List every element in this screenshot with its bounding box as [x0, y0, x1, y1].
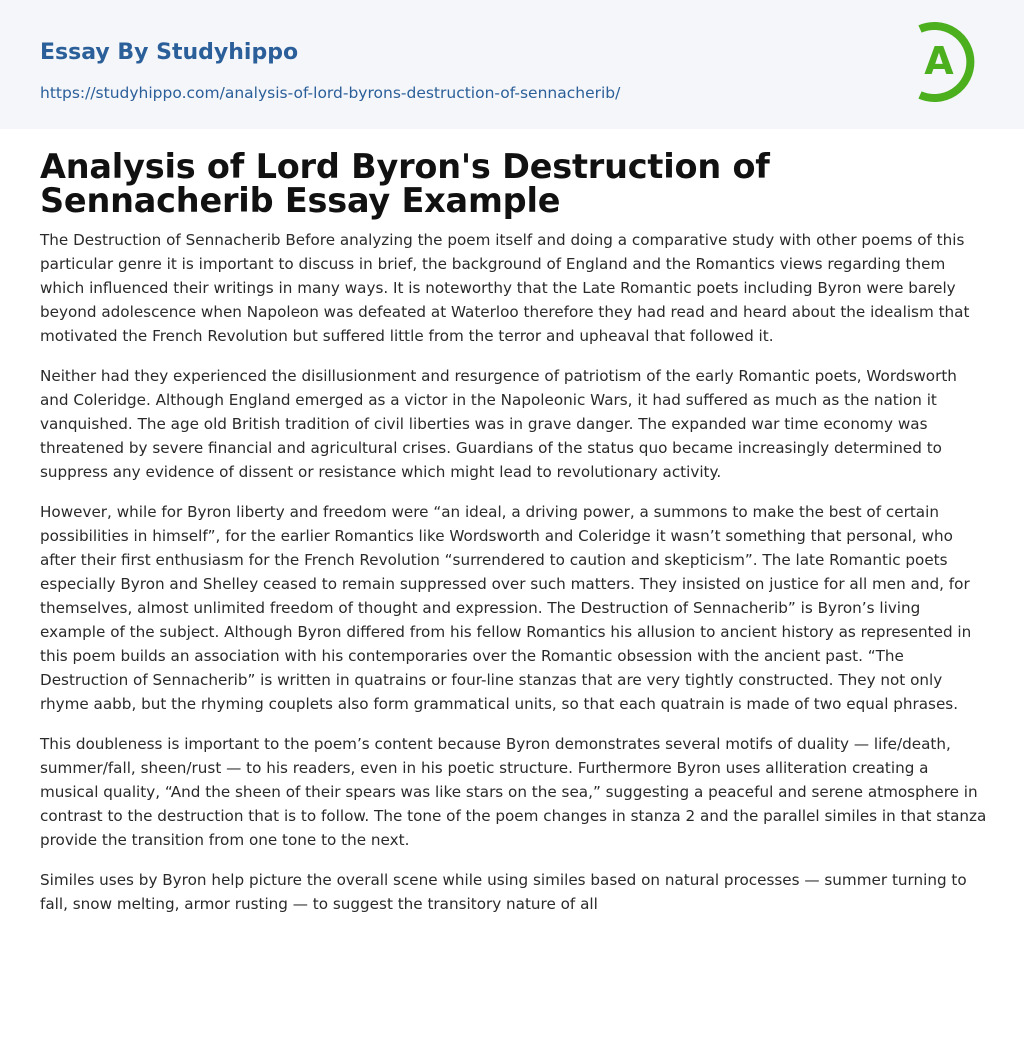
- studyhippo-logo-icon[interactable]: [912, 19, 988, 105]
- article-title: Analysis of Lord Byron's Destruction of Sennacherib Essay Example: [40, 147, 770, 220]
- essay-url-link[interactable]: https://studyhippo.com/analysis-of-lord-byrons-destruction-of-sennacherib/: [40, 84, 621, 102]
- article-paragraph-2: Neither had they experienced the disillusionment and resurgence of patriotism of the early Romantic poets, Wordsworth and Coleridge. Although England emerged as a victor in the Napoleonic Wars, it had suffered as much as the nation it vanquished. The age old British tradition of civil liberties was in grave danger. The expanded war time economy was threatened by severe financial and agricultural crises. Guardians of the status quo became increasingly determined to suppress any evidence of dissent or resistance which might lead to revolutionary activity.: [40, 367, 957, 481]
- logo-letter: A: [924, 39, 954, 83]
- article-paragraph-4: This doubleness is important to the poem’s content because Byron demonstrates several motifs of duality — life/death, summer/fall, sheen/rust — to his readers, even in his poetic structure. Furthermore Byron uses alliteration creating a musical quality, “And the sheen of their spears was like stars on the sea,” suggesting a peaceful and serene atmosphere in contrast to the destruction that is to follow. The tone of the poem changes in stanza 2 and the parallel similes in that stanza provide the transition from one tone to the next.: [40, 735, 987, 849]
- site-header: [0, 0, 1024, 129]
- article-content: [40, 147, 988, 932]
- article-paragraph-3: However, while for Byron liberty and freedom were “an ideal, a driving power, a summons to make the best of certain possibilities in himself”, for the earlier Romantics like Wordsworth and Coleridge it wasn’t something that personal, who after their first enthusiasm for the French Revolution “surrendered to caution and skepticism”. The late Romantic poets especially Byron and Shelley ceased to remain suppressed over such matters. They insisted on justice for all men and, for themselves, almost unlimited freedom of thought and expression. The Destruction of Sennacherib” is Byron’s living example of the subject. Although Byron differed from his fellow Romantics his allusion to ancient history as represented in this poem builds an association with his contemporaries over the Romantic obsession with the ancient past. “The Destruction of Sennacherib” is written in quatrains or four-line stanzas that are very tightly constructed. They not only rhyme aabb, but the rhyming couplets also form grammatical units, so that each quatrain is made of two equal phrases.: [40, 503, 972, 713]
- site-brand[interactable]: Essay By Studyhippo: [40, 40, 299, 65]
- article-paragraph-1: The Destruction of Sennacherib Before analyzing the poem itself and doing a comparative study with other poems of this particular genre it is important to discuss in brief, the background of England and the Romantics views regarding them which influenced their writings in many ways. It is noteworthy that the Late Romantic poets including Byron were barely beyond adolescence when Napoleon was defeated at Waterloo therefore they had read and heard about the idealism that motivated the French Revolution but suffered little from the terror and upheaval that followed it.: [40, 231, 970, 345]
- article-paragraph-5: Similes uses by Byron help picture the overall scene while using similes based on natural processes — summer turning to fall, snow melting, armor rusting — to suggest the transitory nature of all: [40, 871, 967, 913]
